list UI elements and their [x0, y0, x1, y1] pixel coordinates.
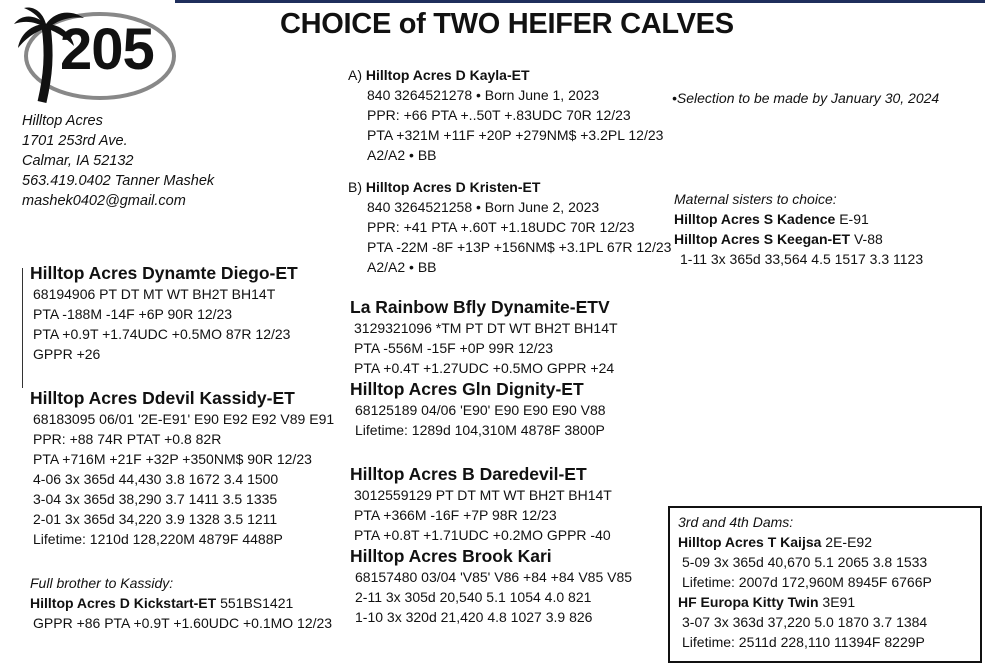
sire-sire-line: 3129321096 *TM PT DT WT BH2T BH14T — [354, 320, 618, 336]
sire-block — [30, 262, 298, 364]
fourth-dam-line: 3-07 3x 363d 37,220 5.0 1870 3.7 1384 — [682, 614, 928, 630]
choice-b-prefix: B) — [348, 179, 366, 195]
dam-sire-line: PTA +366M -16F +7P 98R 12/23 — [354, 507, 557, 523]
choice-b-line: A2/A2 • BB — [367, 259, 437, 275]
dam-line: PTA +716M +21F +32P +350NM$ 90R 12/23 — [33, 451, 312, 467]
fourth-dam-score: 3E91 — [818, 594, 856, 610]
choice-a-name: Hilltop Acres D Kayla-ET — [365, 67, 530, 83]
box-heading: 3rd and 4th Dams: — [678, 514, 794, 530]
sister-record: 1-11 3x 365d 33,564 4.5 1517 3.3 1123 — [680, 251, 924, 267]
lot-number: 205 — [60, 17, 154, 82]
full-brother-heading: Full brother to Kassidy: — [30, 575, 174, 591]
page-title: CHOICE of TWO HEIFER CALVES — [280, 8, 734, 40]
choice-a-prefix: A) — [348, 67, 366, 83]
sire-dam-block — [350, 378, 606, 440]
full-brother-line: GPPR +86 PTA +0.9T +1.60UDC +0.1MO 12/23 — [33, 615, 333, 631]
sire-line: 68194906 PT DT MT WT BH2T BH14T — [33, 286, 276, 302]
third-dam-score: 2E-E92 — [821, 534, 873, 550]
consignor-line: Hilltop Acres — [22, 113, 103, 129]
third-fourth-dams — [678, 512, 932, 652]
sire-line: PTA -188M -14F +6P 90R 12/23 — [33, 306, 233, 322]
dam-line: 4-06 3x 365d 44,430 3.8 1672 3.4 1500 — [33, 471, 279, 487]
sire-dam-line: Lifetime: 1289d 104,310M 4878F 3800P — [355, 422, 605, 438]
sire-line: PTA +0.9T +1.74UDC +0.5MO 87R 12/23 — [33, 326, 291, 342]
dam-sire-block — [350, 463, 612, 545]
dam-sire-name: Hilltop Acres B Daredevil-ET — [350, 464, 587, 484]
sister-score: E-91 — [835, 211, 869, 227]
third-dam-line: Lifetime: 2007d 172,960M 8945F 6766P — [682, 574, 932, 590]
choice-b — [348, 177, 671, 277]
sire-sire-name: La Rainbow Bfly Dynamite-ETV — [350, 297, 610, 317]
dam-line: 68183095 06/01 '2E-E91' E90 E92 E92 V89 E91 — [33, 411, 335, 427]
pedigree-bracket — [22, 268, 23, 388]
fourth-dam-line: Lifetime: 2511d 228,110 11394F 8229P — [682, 634, 925, 650]
consignor-address — [22, 111, 214, 211]
full-brother-block — [30, 573, 332, 633]
consignor-email: mashek0402@gmail.com — [22, 193, 186, 209]
sire-dam-name: Hilltop Acres Gln Dignity-ET — [350, 379, 584, 399]
dam-dam-line: 68157480 03/04 'V85' V86 +84 +84 V85 V85 — [355, 569, 633, 585]
sister-score: V-88 — [850, 231, 883, 247]
choice-b-line: 840 3264521258 • Born June 2, 2023 — [367, 199, 600, 215]
maternal-heading: Maternal sisters to choice: — [674, 191, 837, 207]
sire-name: Hilltop Acres Dynamte Diego-ET — [30, 263, 298, 283]
dam-block — [30, 387, 334, 549]
dam-line: 3-04 3x 365d 38,290 3.7 1411 3.5 1335 — [33, 491, 278, 507]
choice-a — [348, 65, 663, 165]
choice-a-line: PPR: +66 PTA +..50T +.83UDC 70R 12/23 — [367, 107, 631, 123]
full-brother-id: 551BS1421 — [216, 595, 294, 611]
consignor-line: Calmar, IA 52132 — [22, 153, 134, 169]
sister-name: Hilltop Acres S Keegan-ET — [674, 231, 851, 247]
maternal-sisters — [674, 189, 923, 269]
consignor-line: 563.419.0402 Tanner Mashek — [22, 173, 215, 189]
sire-line: GPPR +26 — [33, 346, 101, 362]
consignor-line: 1701 253rd Ave. — [22, 133, 128, 149]
dam-line: PPR: +88 74R PTAT +0.8 82R — [33, 431, 222, 447]
dam-line: Lifetime: 1210d 128,220M 4879F 4488P — [33, 531, 283, 547]
sire-sire-block — [350, 296, 618, 378]
dam-dam-line: 1-10 3x 320d 21,420 4.8 1027 3.9 826 — [355, 609, 593, 625]
dam-dam-line: 2-11 3x 305d 20,540 5.1 1054 4.0 821 — [355, 589, 592, 605]
full-brother-name: Hilltop Acres D Kickstart-ET — [30, 595, 217, 611]
fourth-dam-name: HF Europa Kitty Twin — [678, 594, 819, 610]
dam-dam-name: Hilltop Acres Brook Kari — [350, 546, 552, 566]
dam-name: Hilltop Acres Ddevil Kassidy-ET — [30, 388, 295, 408]
choice-b-line: PTA -22M -8F +13P +156NM$ +3.1PL 67R 12/23 — [367, 239, 672, 255]
choice-b-name: Hilltop Acres D Kristen-ET — [365, 179, 541, 195]
sire-sire-line: PTA +0.4T +1.27UDC +0.5MO GPPR +24 — [354, 360, 615, 376]
sister-name: Hilltop Acres S Kadence — [674, 211, 836, 227]
lot-logo — [12, 6, 177, 104]
top-rule — [175, 0, 985, 3]
sire-dam-line: 68125189 04/06 'E90' E90 E90 E90 V88 — [355, 402, 606, 418]
choice-a-line: 840 3264521278 • Born June 1, 2023 — [367, 87, 600, 103]
dam-dam-block — [350, 545, 632, 627]
selection-note: •Selection to be made by January 30, 2024 — [672, 90, 940, 106]
sire-sire-line: PTA -556M -15F +0P 99R 12/23 — [354, 340, 554, 356]
dam-sire-line: 3012559129 PT DT MT WT BH2T BH14T — [354, 487, 612, 503]
third-dam-name: Hilltop Acres T Kaijsa — [678, 534, 822, 550]
dam-line: 2-01 3x 365d 34,220 3.9 1328 3.5 1211 — [33, 511, 278, 527]
choice-a-line: PTA +321M +11F +20P +279NM$ +3.2PL 12/23 — [367, 127, 664, 143]
third-dam-line: 5-09 3x 365d 40,670 5.1 2065 3.8 1533 — [682, 554, 928, 570]
choice-b-line: PPR: +41 PTA +.60T +1.18UDC 70R 12/23 — [367, 219, 635, 235]
choice-a-line: A2/A2 • BB — [367, 147, 437, 163]
dam-sire-line: PTA +0.8T +1.71UDC +0.2MO GPPR -40 — [354, 527, 611, 543]
